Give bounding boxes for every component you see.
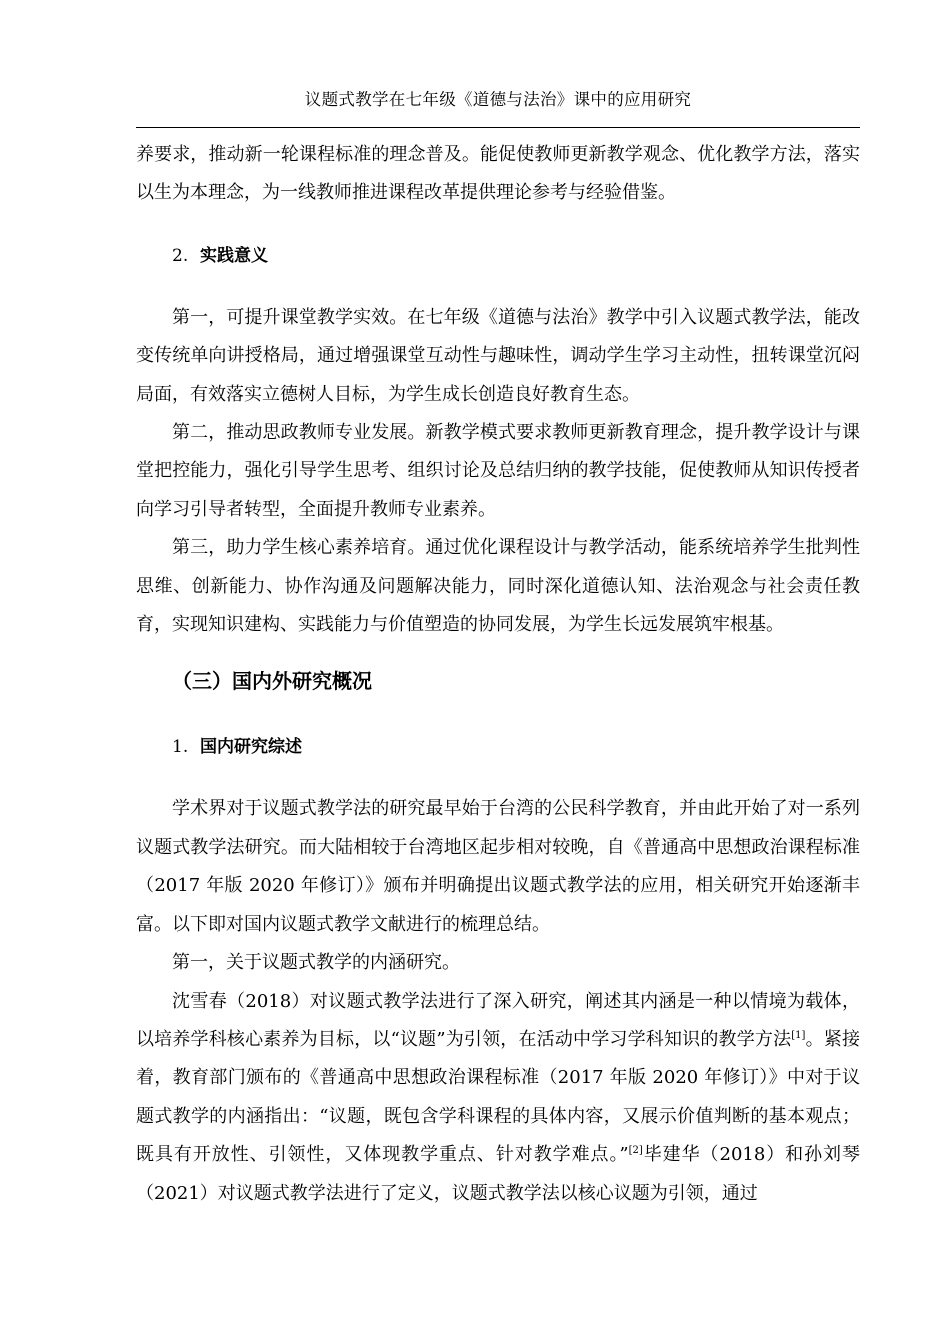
intro-paragraph: 养要求，推动新一轮课程标准的理念普及。能促使教师更新教学观念、优化教学方法，落实以生为本理念，为一线教师推进课程改革提供理论参考与经验借鉴。 xyxy=(136,144,860,204)
citation-1: [1] xyxy=(791,1029,806,1041)
domestic-paragraph-2: 第一，关于议题式教学的内涵研究。 xyxy=(172,952,460,974)
domestic-paragraph-1: 学术界对于议题式教学法的研究最早始于台湾的公民科学教育，并由此开始了对一系列议题式教学法研究。而大陆相较于台湾地区起步相对较晚，自《普通高中思想政治课程标准（2017 年版 2020 年修订）》颁布并明确提出议题式教学法的应用，相关研究开始逐渐丰富。以下即对国内议题式教学文献进行的梳理总结。 xyxy=(136,798,860,935)
page-body xyxy=(136,136,860,1213)
running-header: 议题式教学在七年级《道德与法治》课中的应用研究 xyxy=(304,90,692,109)
domestic-paragraph-3-part-b: 。紧接着，教育部门颁布的《普通高中思想政治课程标准（2017 年版 2020 年修订）》中对于议题式教学的内涵指出：“议题，既包含学科课程的具体内容，又展示价值判断的基本观点；既具有开放性、引领性，又体现教学重点、针对教学难点。” xyxy=(136,1028,861,1166)
practice-paragraph-1: 第一，可提升课堂教学实效。在七年级《道德与法治》教学中引入议题式教学法，能改变传统单向讲授格局，通过增强课堂互动性与趣味性，调动学生学习主动性，扭转课堂沉闷局面，有效落实立德树人目标，为学生成长创造良好教育生态。 xyxy=(136,306,860,405)
domestic-heading-title: 国内研究综述 xyxy=(200,737,302,758)
domestic-heading-number: 1. xyxy=(172,737,189,758)
practice-paragraph-3: 第三，助力学生核心素养培育。通过优化课程设计与教学活动，能系统培养学生批判性思维、创新能力、协作沟通及问题解决能力，同时深化道德认知、法治观念与社会责任教育，实现知识建构、实践能力与价值塑造的协同发展，为学生长远发展筑牢根基。 xyxy=(136,537,860,636)
citation-2: [2] xyxy=(628,1145,643,1157)
domestic-heading xyxy=(136,732,860,762)
practice-paragraph-2: 第二，推动思政教师专业发展。新教学模式要求教师更新教育理念，提升教学设计与课堂把控能力，强化引导学生思考、组织讨论及总结归纳的教学技能，促使教师从知识传授者向学习引导者转型，全面提升教师专业素养。 xyxy=(136,422,860,520)
practice-heading xyxy=(136,241,860,271)
domestic-paragraph-3 xyxy=(136,983,860,1213)
domestic-paragraph-3-part-a: 沈雪春（2018）对议题式教学法进行了深入研究，阐述其内涵是一种以情境为载体，以培养学科核心素养为目标，以“议题”为引领，在活动中学习学科知识的教学方法 xyxy=(136,990,860,1050)
overview-section-heading: （三）国内外研究概况 xyxy=(172,669,372,694)
header-rule xyxy=(136,127,860,128)
domestic-paragraph-3-part-c: 毕建华（2018）和孙刘琴（2021）对议题式教学法进行了定义，议题式教学法以核心议题为引领，通过 xyxy=(136,1144,860,1204)
practice-heading-number: 2. xyxy=(172,245,189,266)
practice-heading-title: 实践意义 xyxy=(200,245,268,266)
